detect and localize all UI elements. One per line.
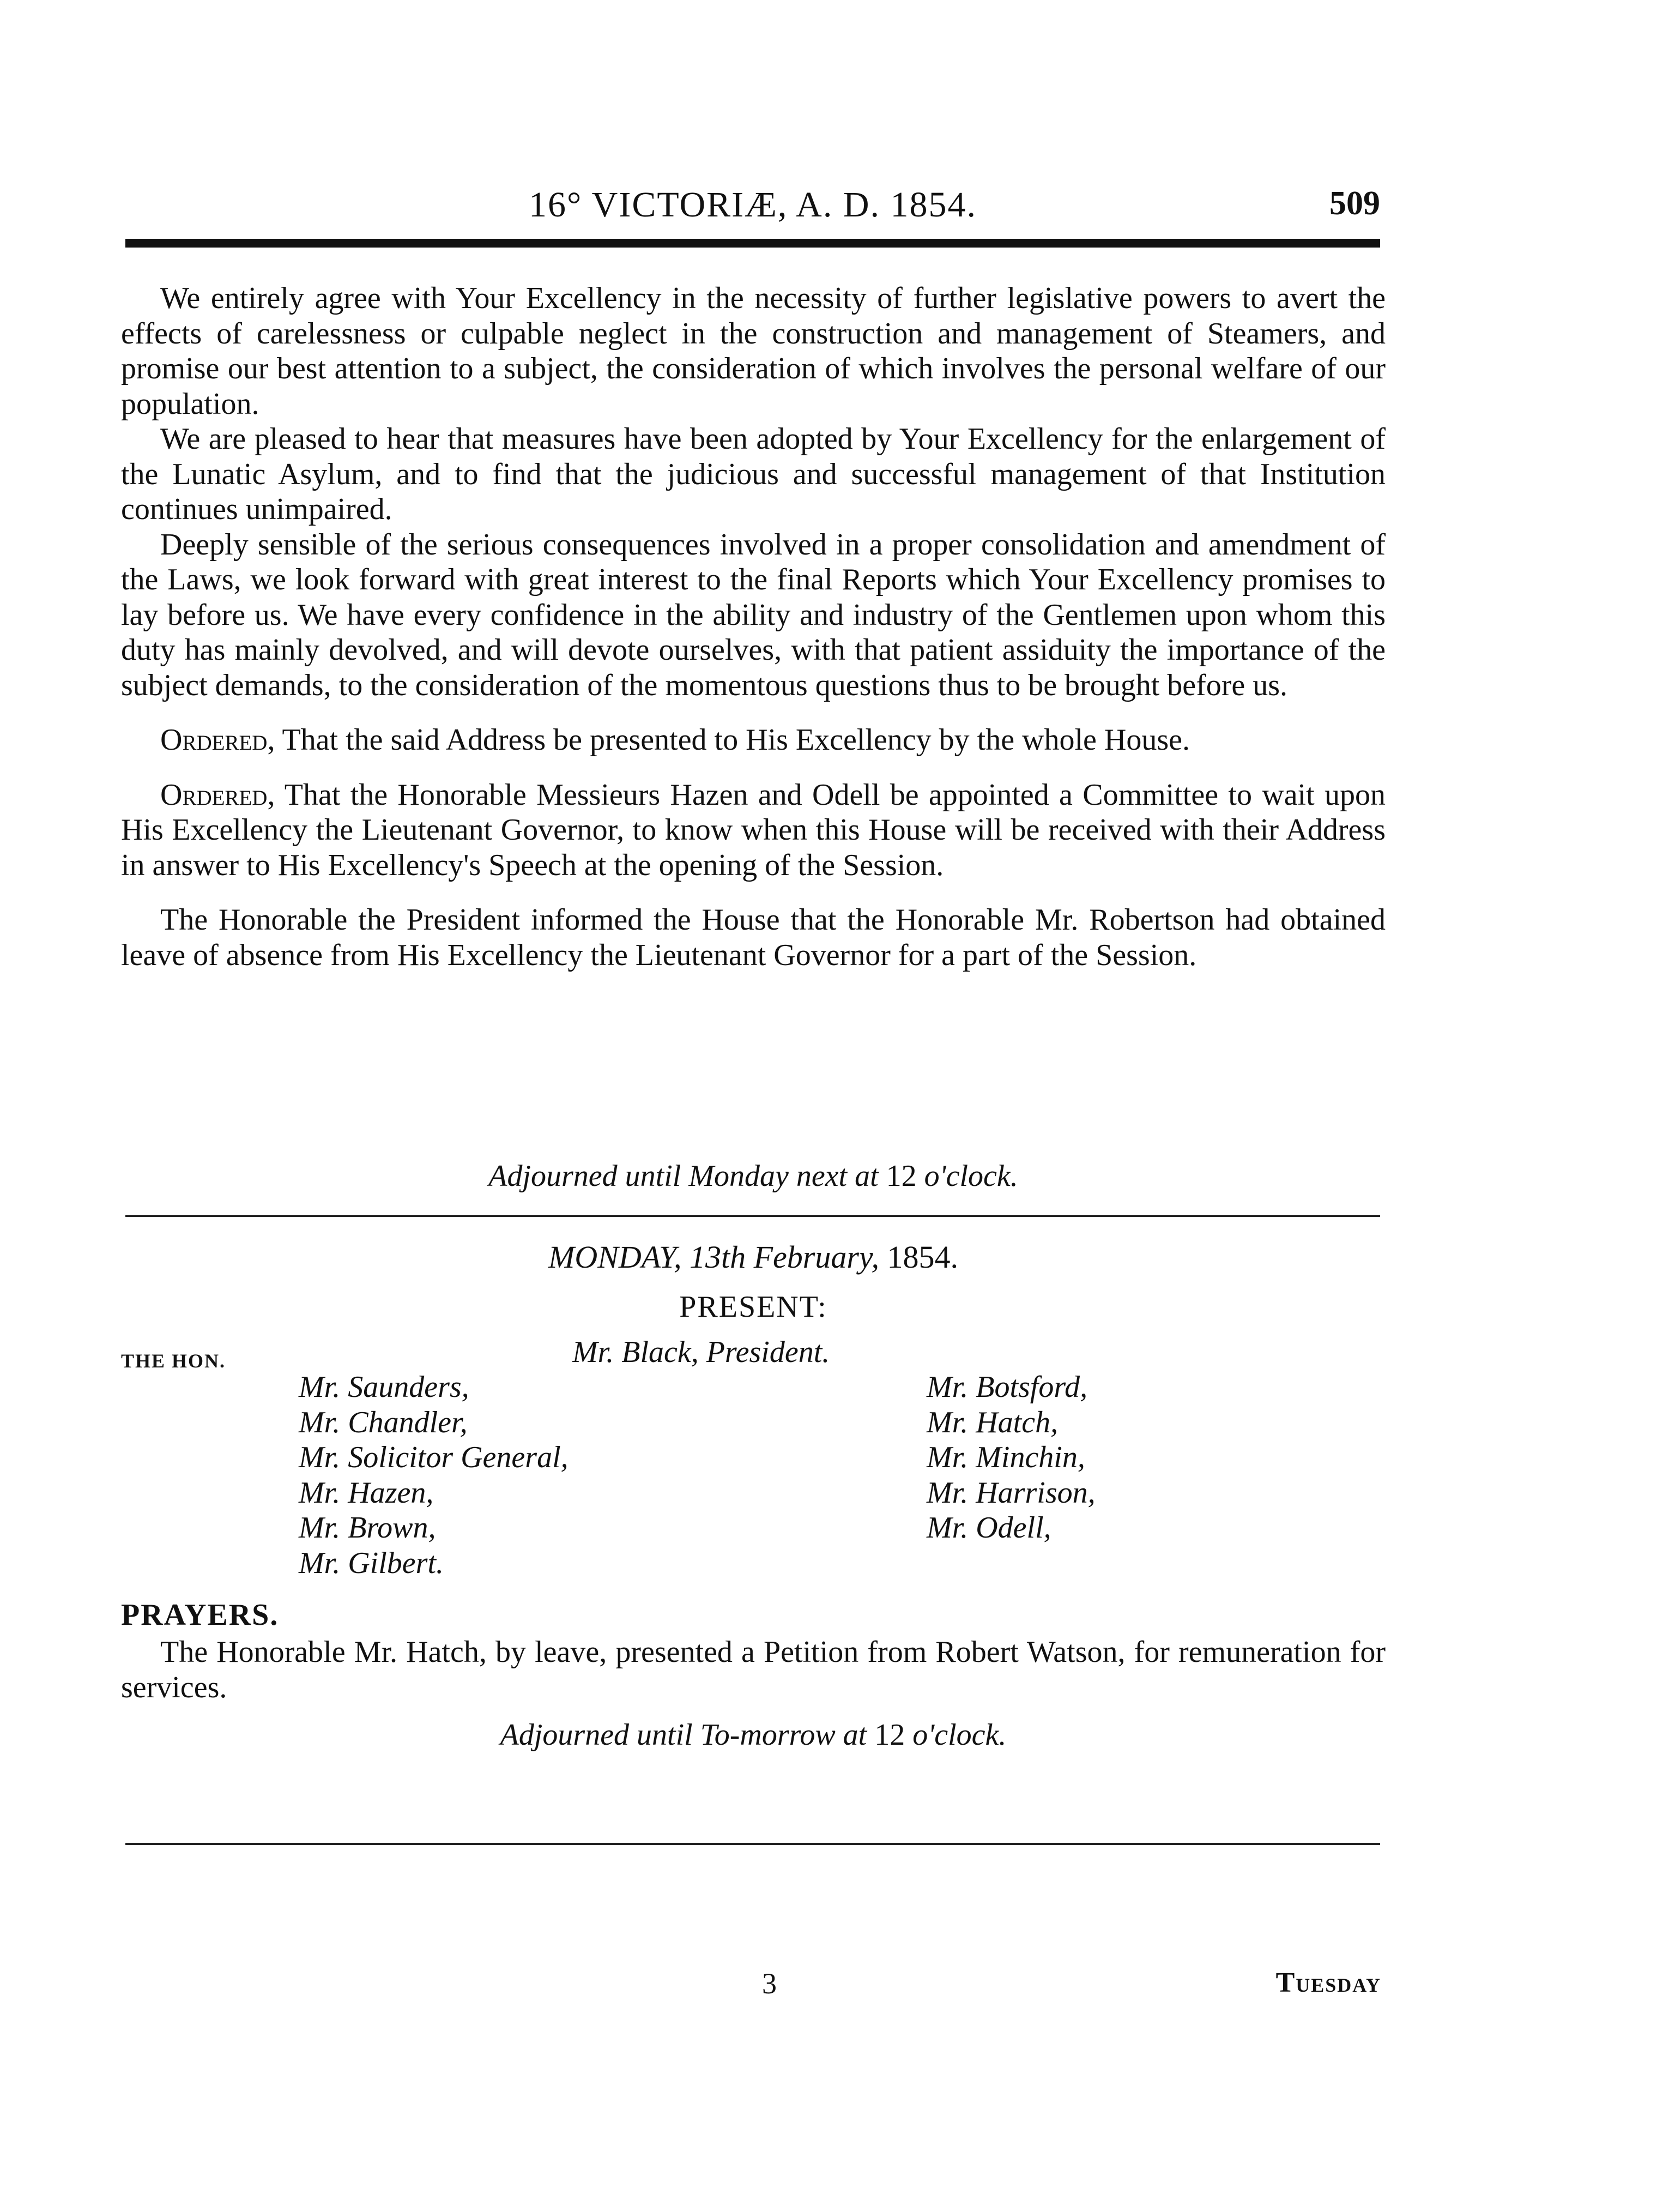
running-head (125, 184, 1380, 228)
order-paragraph (121, 722, 1386, 758)
president-name: Mr. Black, President. (572, 1335, 830, 1369)
address-text (121, 281, 1386, 973)
member-name: Mr. Odell, (927, 1511, 1051, 1545)
member-name: Mr. Gilbert. (299, 1546, 444, 1580)
member-name: Mr. Minchin, (927, 1440, 1085, 1474)
order-text: That the said Address be presented to His Excellency by the whole House. (275, 723, 1190, 757)
member-name: Mr. Hatch, (927, 1405, 1059, 1439)
member-name: Mr. Solicitor General, (299, 1440, 569, 1474)
member-name: Mr. Harrison, (927, 1475, 1096, 1510)
petition-paragraph: The Honorable Mr. Hatch, by leave, presented a Petition from Robert Watson, for remuneration for services. (121, 1635, 1386, 1704)
page-number: 509 (1329, 185, 1380, 222)
order-text: That the Honorable Messieurs Hazen and Odell be appointed a Committee to wait upon His Excellency the Lieutenant Governor, to know when this House will be received with their Address in answer to His Excellency's Speech at the opening of the Session. (121, 777, 1386, 882)
member-name: Mr. Hazen, (299, 1475, 434, 1510)
member-name: Mr. Chandler, (299, 1405, 468, 1439)
prayers-heading: PRAYERS. (121, 1598, 279, 1632)
order-paragraph (121, 777, 1386, 883)
address-paragraph: We are pleased to hear that measures have been adopted by Your Excellency for the enlargement of the Lunatic Asylum, and to find that the judicious and successful management of that Institution continues unimpaired. (121, 422, 1386, 526)
sitting-date: MONDAY, 13th February, 1854. (548, 1239, 958, 1275)
member-name: Mr. Botsford, (927, 1370, 1088, 1404)
header-rule (125, 239, 1380, 248)
members-left (299, 1370, 569, 1581)
order-lead: Ordered, (160, 723, 275, 757)
footer-rule (125, 1843, 1380, 1845)
address-paragraph: We entirely agree with Your Excellency in the necessity of further legislative powers to avert the effects of carelessness or culpable neglect in the construction and management of Steamers, and promise our best attention to a subject, the consideration of which involves the personal welfare of our population. (121, 281, 1386, 421)
running-title: 16° VICTORIÆ, A. D. 1854. (528, 185, 977, 225)
president-paragraph: The Honorable the President informed the House that the Honorable Mr. Robertson had obtained leave of absence from His Excellency the Lieutenant Governor for a part of the Session. (121, 903, 1386, 972)
member-name: Mr. Brown, (299, 1511, 436, 1545)
order-lead: Ordered, (160, 777, 275, 812)
address-paragraph: Deeply sensible of the serious consequences involved in a proper consolidation and amendment of the Laws, we look forward with great interest to the final Reports which Your Excellency promises to lay before us. We have every confidence in the ability and industry of the Gentlemen upon whom this duty has mainly devolved, and will devote ourselves, with that patient assiduity the importance of the subject demands, to the consideration of the momentous questions thus to be brought before us. (121, 527, 1386, 702)
adjournment-line: Adjourned until Monday next at 12 o'clock. (488, 1159, 1018, 1193)
member-name: Mr. Saunders, (299, 1370, 469, 1404)
section-rule (125, 1215, 1380, 1217)
adjournment-line: Adjourned until To-morrow at 12 o'clock. (500, 1718, 1007, 1752)
present-heading: PRESENT: (679, 1290, 827, 1324)
the-hon-label: THE HON. (121, 1350, 226, 1372)
signature-mark: 3 (762, 1967, 777, 2000)
members-right (927, 1370, 1096, 1546)
petition-text (121, 1635, 1386, 1705)
catchword: Tuesday (1275, 1967, 1381, 1998)
